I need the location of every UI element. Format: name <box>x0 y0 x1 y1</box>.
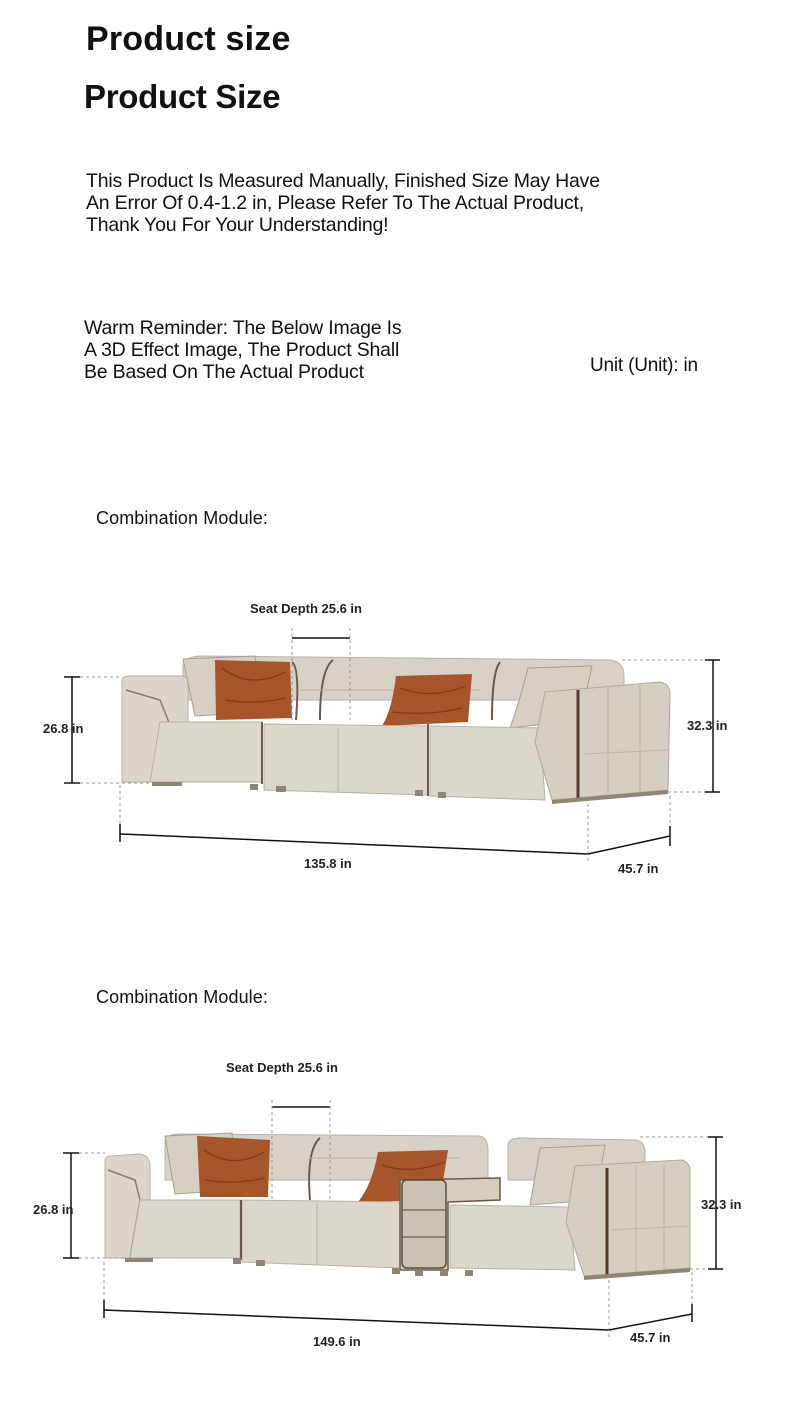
depth-label: 45.7 in <box>618 861 659 876</box>
sofa-2-illustration <box>105 1133 690 1280</box>
seat-depth-label: Seat Depth 25.6 in <box>226 1060 338 1075</box>
reminder-line: Warm Reminder: The Below Image Is <box>84 317 402 339</box>
sofa-2-diagram <box>0 1090 790 1370</box>
arm-height-label: 26.8 in <box>33 1202 74 1217</box>
module-1-label: Combination Module: <box>96 508 268 528</box>
length-label: 149.6 in <box>313 1334 361 1349</box>
reminder-line: Be Based On The Actual Product <box>84 361 364 383</box>
back-height-label: 32.3 in <box>701 1197 742 1212</box>
arm-height-label: 26.8 in <box>43 721 84 736</box>
depth-label: 45.7 in <box>630 1330 671 1345</box>
notice-line: This Product Is Measured Manually, Finished Size May Have <box>86 170 600 192</box>
notice-line: An Error Of 0.4-1.2 in, Please Refer To The Actual Product, <box>86 192 584 214</box>
module-2-label: Combination Module: <box>96 987 268 1007</box>
length-label: 135.8 in <box>304 856 352 871</box>
page-title: Product size <box>86 20 291 58</box>
unit-label: Unit (Unit): in <box>590 355 698 376</box>
measurement-notice <box>86 170 726 236</box>
notice-line: Thank You For Your Understanding! <box>86 214 389 236</box>
pillow-icon <box>215 660 292 720</box>
sofa-1-illustration <box>122 656 670 804</box>
reminder-line: A 3D Effect Image, The Product Shall <box>84 339 400 361</box>
page-subtitle: Product Size <box>84 78 281 115</box>
sofa-1-diagram <box>0 560 790 900</box>
seat-depth-label: Seat Depth 25.6 in <box>250 601 362 616</box>
back-height-label: 32.3 in <box>687 718 728 733</box>
warm-reminder <box>84 317 464 383</box>
